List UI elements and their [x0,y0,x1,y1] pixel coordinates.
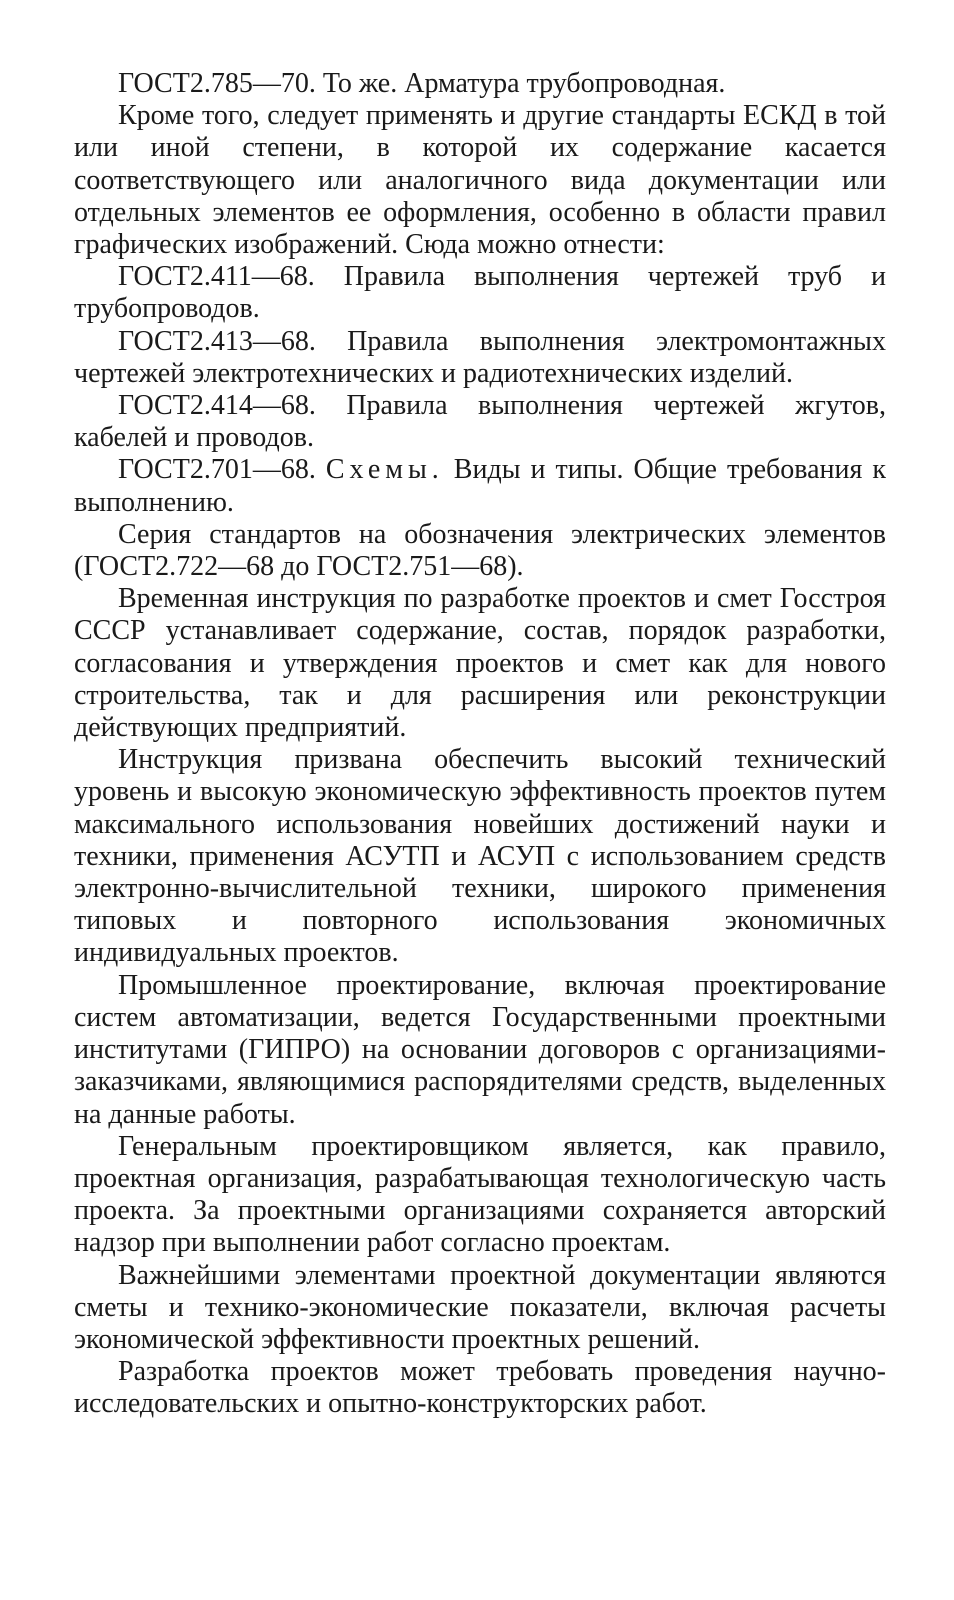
paragraph-temporary-instruction: Временная инструкция по разработке проектов и смет Госстроя СССР устанавливает содержание, состав, порядок разработки, согласования и утверждения проектов и смет как для нового строительства, так и для расширения или реконструкции действующих предприятий. [74,583,886,744]
gost-2-701-spaced-title: Схемы. [325,454,444,486]
document-page [74,68,886,1421]
gost-2-701-number: ГОСТ2.701—68. [118,454,326,486]
paragraph-gost-2-701 [74,454,886,518]
paragraph-industrial-design: Промышленное проектирование, включая проектирование систем автоматизации, ведется Государственными проектными институтами (ГИПРО) на основании договоров с организациями-заказчиками, являющимися распорядителями средств, выделенных на данные работы. [74,969,886,1130]
paragraph-other-eskd-standards: Кроме того, следует применять и другие стандарты ЕСКД в той или иной степени, в которой их содержание касается соответствующего или аналогичного вида документации или отдельных элементов ее оформления, особенно в области правил графических изображений. Сюда можно отнести: [74,100,886,261]
paragraph-key-elements: Важнейшими элементами проектной документации являются сметы и технико-экономические показатели, включая расчеты экономической эффективности проектных решений. [74,1259,886,1355]
paragraph-gost-2-785: ГОСТ2.785—70. То же. Арматура трубопроводная. [118,68,726,99]
paragraph-project-development: Разработка проектов может требовать проведения научно-исследовательских и опытно-конструкторских работ. [74,1356,886,1420]
paragraph-gost-2-413: ГОСТ2.413—68. Правила выполнения электромонтажных чертежей электротехнических и радиотехнических изделий. [74,325,886,389]
paragraph-gost-2-411: ГОСТ2.411—68. Правила выполнения чертежей труб и трубопроводов. [74,261,886,325]
paragraph-series-standards: Серия стандартов на обозначения электрических элементов (ГОСТ2.722—68 до ГОСТ2.751—68). [74,518,886,583]
paragraph-general-designer: Генеральным проектировщиком является, как правило, проектная организация, разрабатывающая технологическую часть проекта. За проектными организациями сохраняется авторский надзор при выполнении работ согласно проектам. [74,1130,886,1259]
gost-2-701-description: Виды и типы. Общие требования к выполнению. [74,454,886,518]
paragraph-instruction-goal: Инструкция призвана обеспечить высокий технический уровень и высокую экономическую эффективность проектов путем максимального использования новейших достижений науки и техники, применения АСУТП и АСУП с использованием средств электронно-вычислительной техники, широкого применения типовых и повторного использования экономичных индивидуальных проектов. [74,744,886,969]
paragraph-gost-2-414: ГОСТ2.414—68. Правила выполнения чертежей жгутов, кабелей и проводов. [74,390,886,454]
